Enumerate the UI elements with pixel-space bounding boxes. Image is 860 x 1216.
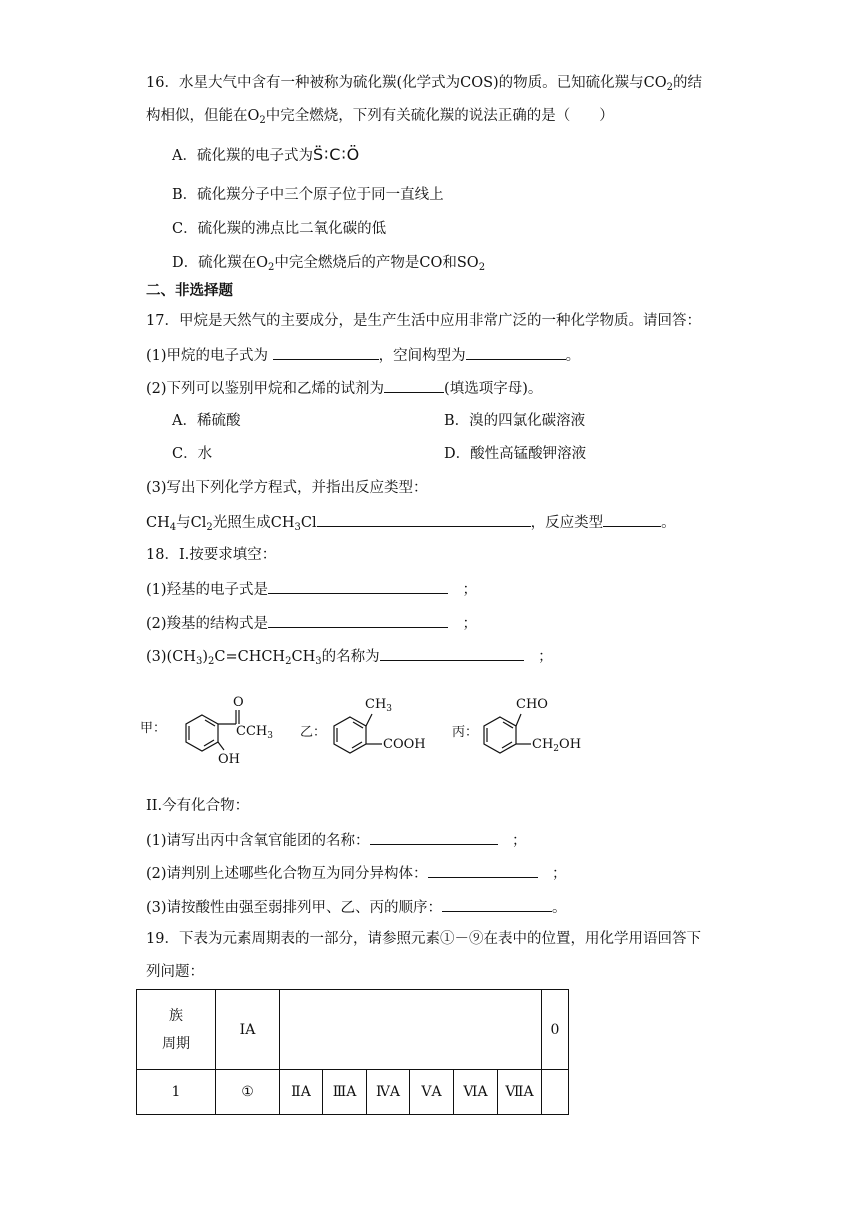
q18-ii-part2: (2)请判别上述哪些化合物互为同分异构体： ； [146,862,567,884]
struct-yi-cooh: COOH [383,737,426,752]
answer-blank[interactable] [442,896,552,912]
struct-bing-cho: CHO [516,697,548,712]
struct-jia-label: 甲： [140,721,167,736]
q18-ii-part3: (3)请按酸性由强至弱排列甲、乙、丙的顺序： 。 [146,896,567,918]
q16-option-b: B．硫化羰分子中三个原子位于同一直线上 [172,187,444,203]
cos-lewis-formula: S̈∶C∶Ö [312,145,361,164]
struct-jia-ring [186,710,239,751]
q19-stem-line2: 列问题： [146,964,204,980]
answer-blank[interactable] [380,645,524,661]
q18-part2: (2)羧基的结构式是 ； [146,612,477,634]
row1-period: 1 [137,1070,216,1115]
answer-blank[interactable] [466,344,566,360]
group-header: ⅦA [498,1070,542,1115]
q17-option-d: D．酸性高锰酸钾溶液 [444,446,587,462]
answer-blank[interactable] [317,511,531,527]
periodic-table [136,989,569,1115]
q17-option-c: C．水 [172,446,213,462]
q19-stem-line1: 19．下表为元素周期表的一部分，请参照元素①－⑨在表中的位置，用化学用语回答下 [146,931,701,947]
q16-option-d: D．硫化羰在$O_2$中完全燃烧后的产物是CO和$SO_2$ [172,255,486,273]
struct-bing-ring [484,714,531,753]
q18-part1: (1)羟基的电子式是 ； [146,578,477,600]
header-period-label: 周期 [162,1035,190,1052]
struct-bing-ch2oh: $CH_2OH$ [532,737,582,754]
group-header: ⅤA [410,1070,454,1115]
struct-yi-label: 乙： [300,725,327,740]
struct-yi-ch3: $CH_3$ [365,697,393,714]
table-header-corner [137,990,216,1070]
q16-option-c: C．硫化羰的沸点比二氧化碳的低 [172,221,387,237]
answer-blank[interactable] [273,344,379,360]
q18-ii-stem: II.今有化合物： [146,798,250,814]
q17-part2: (2)下列可以鉴别甲烷和乙烯的试剂为 (填选项字母)。 [146,377,542,399]
q17-option-b: B．溴的四氯化碳溶液 [444,413,586,429]
answer-blank[interactable] [603,511,661,527]
answer-blank[interactable] [268,578,448,594]
header-ia: IA [216,990,280,1070]
q18-stem: 18．I.按要求填空： [146,547,277,563]
q16-stem-line2: 构相似，但能在$O_2$中完全燃烧，下列有关硫化羰的说法正确的是（ ） [146,108,614,126]
answer-blank[interactable] [428,862,538,878]
q18-ii-part1: (1)请写出丙中含氧官能团的名称： ； [146,829,527,851]
struct-yi-ring [334,714,382,753]
answer-blank[interactable] [384,377,444,393]
struct-jia-acetyl: $CCH_3$ [236,724,273,741]
q18-part3: $(3)(CH_3)_2C=CHCH_2CH_3$的名称为 ； [146,645,553,667]
header-zero: 0 [542,990,569,1070]
struct-jia-o: O [233,695,244,710]
header-group-label: 族 [169,1007,183,1024]
header-empty [280,990,542,1070]
q16-option-a: A．硫化羰的电子式为S̈∶C∶Ö [172,145,361,164]
struct-bing-label: 丙： [452,725,479,740]
group-header: ⅢA [323,1070,367,1115]
group-header: ⅡA [280,1070,323,1115]
struct-jia-oh: OH [218,752,240,767]
q17-stem: 17．甲烷是天然气的主要成分，是生产生活中应用非常广泛的一种化学物质。请回答： [146,313,701,329]
q17-part3-equation: $CH_4$与$Cl_2$光照生成$CH_3Cl$ ，反应类型 。 [146,511,676,533]
group-header: ⅥA [454,1070,498,1115]
q17-part1: (1)甲烷的电子式为 ，空间构型为 。 [146,344,580,366]
q16-stem-line1: 16．水星大气中含有一种被称为硫化羰(化学式为COS)的物质。已知硫化羰与$CO_2$的结 [146,75,703,93]
group-header: ⅣA [367,1070,410,1115]
row1-zero-cell [542,1070,569,1115]
section-heading: 二、非选择题 [146,282,233,299]
row1-element-1: ① [216,1070,280,1115]
structures-figure [140,690,590,770]
q17-part3: (3)写出下列化学方程式，并指出反应类型： [146,480,428,496]
answer-blank[interactable] [370,829,498,845]
answer-blank[interactable] [268,612,448,628]
q17-option-a: A．稀硫酸 [172,413,241,429]
